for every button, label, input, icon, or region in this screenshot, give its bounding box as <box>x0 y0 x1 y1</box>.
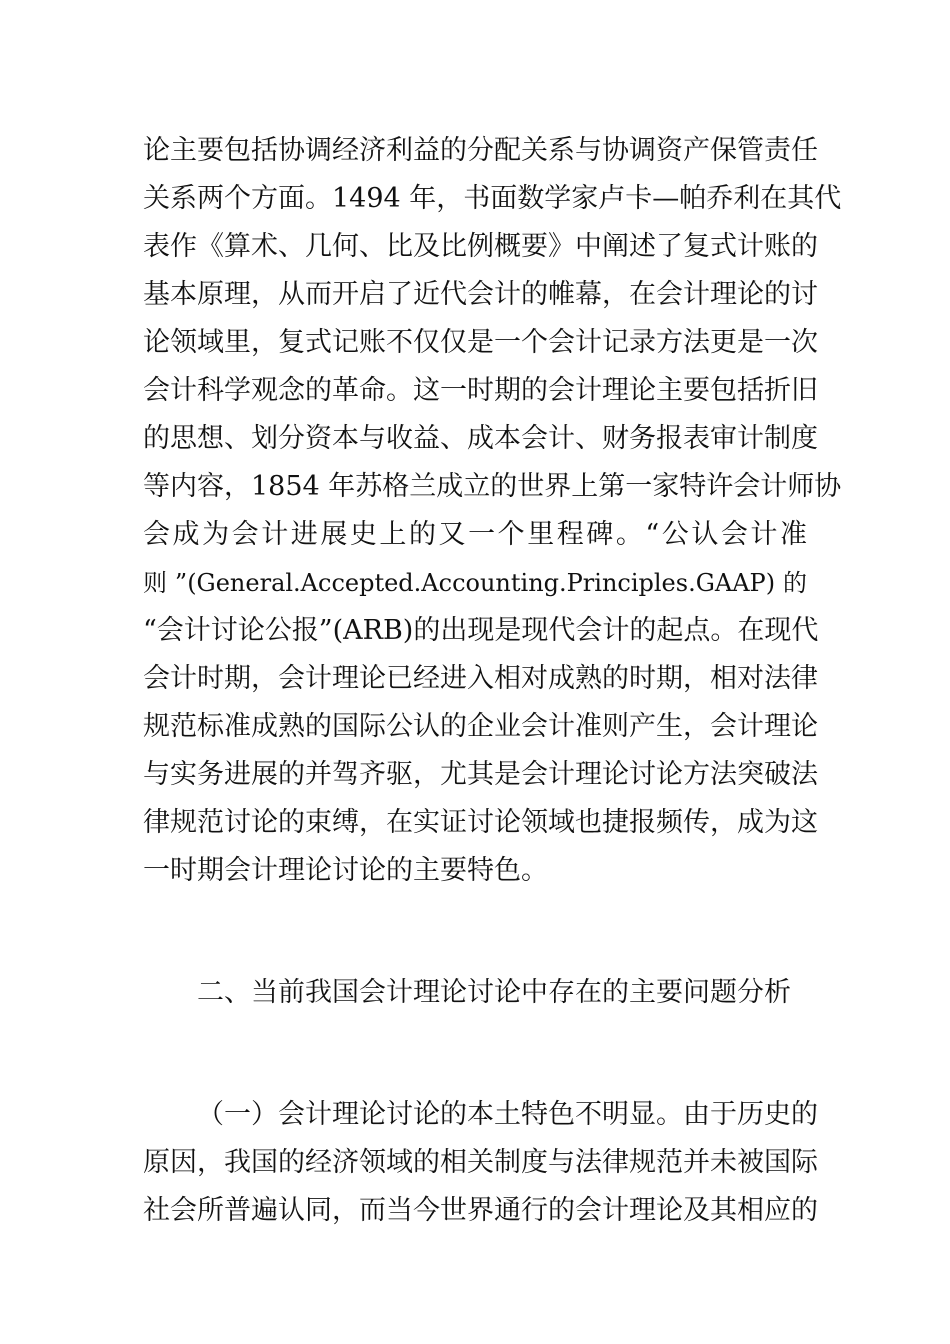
text-line: 一时期会计理论讨论的主要特色。 <box>143 855 548 886</box>
text-line: “会计讨论公报”(ARB)的出现是现代会计的起点。在现代 <box>143 615 819 646</box>
text-line: 关系两个方面。1494 年，书面数学家卢卡—帕乔利在其代 <box>143 183 842 214</box>
text-line: 原因，我国的经济领域的相关制度与法律规范并未被国际 <box>143 1147 818 1178</box>
text-line: 的思想、划分资本与收益、成本会计、财务报表审计制度 <box>143 423 818 454</box>
text-line: 则”(General.Accepted.Accounting.Principles.GAAP)的 <box>143 569 807 597</box>
text-line: 与实务进展的并驾齐驱，尤其是会计理论讨论方法突破法 <box>143 759 818 790</box>
text-line: （一）会计理论讨论的本土特色不明显。由于历史的 <box>197 1099 818 1130</box>
text-line: 等内容，1854 年苏格兰成立的世界上第一家特许会计师协 <box>143 471 842 502</box>
text-line: 规范标准成熟的国际公认的企业会计准则产生，会计理论 <box>143 711 818 742</box>
text-line: 会计时期，会计理论已经进入相对成熟的时期，相对法律 <box>143 663 818 694</box>
text-line: 会计科学观念的革命。这一时期的会计理论主要包括折旧 <box>143 375 818 406</box>
text-line: 论主要包括协调经济利益的分配关系与协调资产保管责任 <box>143 135 818 166</box>
text-line: 社会所普遍认同，而当今世界通行的会计理论及其相应的 <box>143 1195 818 1226</box>
text-line: 表作《算术、几何、比及比例概要》中阐述了复式计账的 <box>143 231 818 262</box>
section-heading: 二、当前我国会计理论讨论中存在的主要问题分析 <box>197 977 791 1008</box>
text-line: 会成为会计进展史上的又一个里程碑。“公认会计准 <box>143 519 807 550</box>
text-line: 论领域里，复式记账不仅仅是一个会计记录方法更是一次 <box>143 327 818 358</box>
text-line: 基本原理，从而开启了近代会计的帷幕，在会计理论的讨 <box>143 279 818 310</box>
text-line: 律规范讨论的束缚，在实证讨论领域也捷报频传，成为这 <box>143 807 818 838</box>
